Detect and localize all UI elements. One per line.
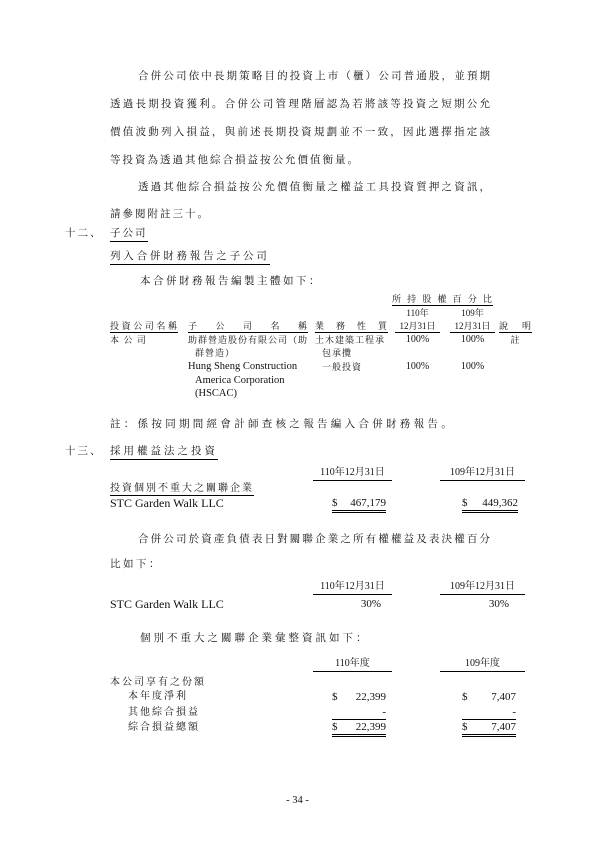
equity-designation-paragraph-line: 價值波動列入損益，與前述長期投資規劃並不一致，因此選擇指定該 [110,127,492,138]
section-13-title: 採用權益法之投資 [110,445,218,460]
section-12-number: 十二、 [65,228,103,239]
carrying-amount-110-value [332,496,386,513]
section-12-title: 子公司 [110,227,148,242]
ownership-109-percentage: 30% [488,598,509,610]
summary-109-value [462,706,516,720]
summary-row-label: 其他綜合損益 [128,707,200,718]
amount: 22,399 [355,721,386,733]
column-header-110-date: 12月31日 [395,320,440,333]
ownership-header-110: 110年12月31日 [313,580,392,595]
amount: 467,179 [350,497,386,509]
section-12-subheading: 列入合併財務報告之子公司 [110,250,270,265]
amount: - [382,706,386,718]
currency-symbol: $ [332,721,338,733]
currency-symbol: $ [462,691,468,703]
page-number: - 34 - [286,795,309,806]
carrying-amount-109-value [462,496,518,513]
amount: 7,407 [491,721,516,733]
section-13-number: 十三、 [65,446,103,457]
currency-symbol: $ [462,721,468,733]
table-cell-subsidiary: Hung Sheng Construction [188,361,298,372]
associate-name: STC Garden Walk LLC [110,597,224,611]
summary-row-label: 本年度淨利 [128,691,188,702]
amount: 22,399 [355,691,386,703]
amount: 7,407 [491,691,516,703]
table-cell-business: 一般投資 [322,362,363,372]
column-header-110-year: 110年 [406,308,429,318]
summary-header-110: 110年度 [313,657,392,672]
table-cell-subsidiary: (HSCAC) [195,388,238,399]
column-header-109-date: 12月31日 [450,320,495,333]
table-cell-109-percentage: 100% [460,334,485,345]
summary-109-value [462,691,516,704]
section-12-intro: 本合併財務報告編製主體如下： [140,276,322,287]
pledge-reference-paragraph-line: 透過其他綜合損益按公允價值衡量之權益工具投資質押之資訊， [138,182,492,193]
equity-designation-paragraph-line: 透過長期投資獲利。合併公司管理階層認為若將該等投資之短期公允 [110,99,492,110]
column-header-note: 說明 [499,321,532,331]
table-cell-note: 註 [510,335,521,345]
amount: - [512,706,516,718]
currency-symbol: $ [332,691,338,703]
column-header-109-year: 109年 [461,308,484,318]
ownership-intro-line: 比如下： [110,559,162,570]
summary-109-value [462,721,516,737]
table-cell-subsidiary: 群營造） [195,348,236,358]
equity-designation-paragraph-line: 等投資為透過其他綜合損益按公允價值衡量。 [110,155,360,166]
table-cell-110-percentage: 100% [405,334,430,345]
currency-symbol: $ [462,497,468,509]
table-cell-subsidiary: America Corporation [195,375,285,386]
table-cell-110-percentage: 100% [405,361,430,372]
summary-110-value [332,706,386,720]
pledge-reference-paragraph-line: 請參閱附註三十。 [110,209,210,220]
ownership-intro-line: 合併公司於資產負債表日對關聯企業之所有權權益及表決權百分 [138,534,492,545]
summary-header-109: 109年度 [440,657,525,672]
ownership-percentage-group-header: 所持股權百分比 [392,294,493,304]
summary-intro: 個別不重大之關聯企業彙整資訊如下： [140,633,370,644]
column-header-investor: 投資公司名稱 [110,321,178,331]
column-header-subsidiary: 子公司名稱 [188,321,308,331]
ownership-header-109: 109年12月31日 [440,580,525,595]
currency-symbol: $ [332,497,338,509]
summary-110-value [332,721,386,737]
table-cell-business: 包承攬 [322,348,353,358]
ownership-110-percentage: 30% [360,598,381,610]
equity-designation-paragraph-line: 合併公司依中長期策略目的投資上市（櫃）公司普通股，並預期 [138,71,492,82]
table-cell-subsidiary: 助群營造股份有限公司（助 [188,335,309,345]
table-cell-109-percentage: 100% [460,361,485,372]
associate-name: STC Garden Walk LLC [110,496,224,510]
summary-110-value [332,691,386,704]
summary-row-label: 綜合損益總額 [128,722,200,733]
table-cell-business: 土木建築工程承 [315,335,386,345]
summary-group-label: 本公司享有之份額 [110,677,206,688]
section-12-footnote: 註：係按同期間經會計師查核之報告編入合併財務報告。 [110,419,455,430]
carrying-amount-group-label: 投資個別不重大之關聯企業 [110,483,254,494]
amount: 449,362 [482,497,518,509]
carrying-amount-header-110: 110年12月31日 [313,466,392,481]
carrying-amount-header-109: 109年12月31日 [440,466,525,481]
column-header-business: 業務性質 [315,321,388,331]
table-cell-investor: 本公司 [110,335,147,345]
